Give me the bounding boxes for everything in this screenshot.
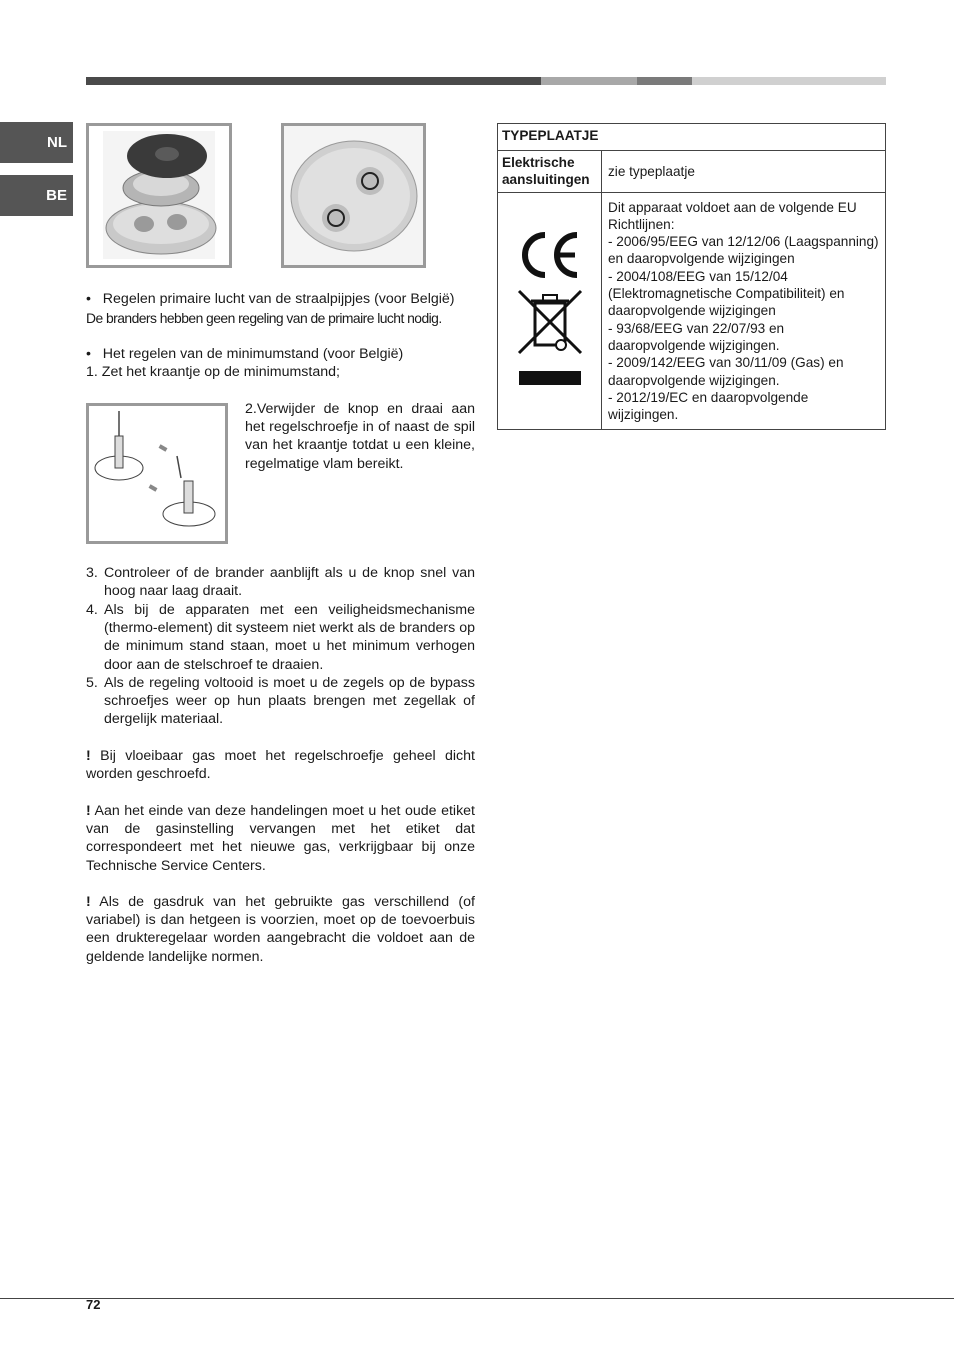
warning-text: Aan het einde van deze handelingen moet u het oude etiket van de gasinstelling vervangen met het etiket dat correspondeert met het nieuwe gas, verkrijgbaar bij onze Technische Service Centers. xyxy=(86,803,475,874)
warning-icon: ! xyxy=(86,803,91,819)
footer-rule xyxy=(0,1298,954,1299)
bar-segment xyxy=(541,77,637,85)
bullet-text: Regelen primaire lucht van de straalpijpjes (voor België) xyxy=(102,291,455,307)
step-4 xyxy=(86,601,475,674)
bar-segment xyxy=(86,77,541,85)
bullet-icon: • xyxy=(86,346,103,362)
burner-exploded-image xyxy=(86,123,232,268)
step-text: Controleer of de brander aanblijft als u de knop snel van hoog naar laag draait. xyxy=(104,565,475,600)
step-1: 1. Zet het kraantje op de minimumstand; xyxy=(86,364,340,380)
warning-icon: ! xyxy=(86,894,91,910)
directive-line: - 2004/108/EEG van 15/12/04 (Elektromagnetische Compatibiliteit) en daaropvolgende wijzigingen xyxy=(608,268,845,319)
tap-adjustment-image xyxy=(86,403,228,544)
warning-text: Bij vloeibaar gas moet het regelschroefje geheel dicht worden geschroefd. xyxy=(86,748,475,783)
bar-segment xyxy=(692,77,886,85)
warning-label xyxy=(86,802,475,875)
step-3 xyxy=(86,564,475,600)
table-header: TYPEPLAATJE xyxy=(498,124,886,151)
step-2: 2.Verwijder de knop en draai aan het regelschroefje in of naast de spil van het kraantje totdat u een kleine, regelmatige vlam bereikt. xyxy=(245,401,475,472)
step-text: Als de regeling voltooid is moet u de zegels op de bypass schroefjes weer op hun plaats brengen met zegellak of dergelijk materiaal. xyxy=(104,675,475,728)
step-text: Als bij de apparaten met een veiligheidsmechanisme (thermo-element) dit systeem niet werkt als de branders op de minimum stand staan, moet u het minimum verhogen door aan de stelschroef te draaien. xyxy=(104,602,475,673)
electrical-value: zie typeplaatje xyxy=(602,151,886,193)
directive-line: - 2009/142/EEG van 30/11/09 (Gas) en daaropvolgende wijzigingen. xyxy=(608,355,844,388)
page-number: 72 xyxy=(86,1297,101,1312)
markings-cell xyxy=(498,192,602,430)
step-number: 5. xyxy=(86,675,98,691)
header-color-bar xyxy=(86,77,886,85)
language-tab-be[interactable]: BE xyxy=(0,175,73,216)
ce-weee-marks xyxy=(515,229,585,389)
step-number: 3. xyxy=(86,565,98,581)
bar-segment xyxy=(637,77,692,85)
language-tab-nl[interactable]: NL xyxy=(0,122,73,163)
directive-line: - 2006/95/EEG van 12/12/06 (Laagspanning) en daaropvolgende wijzigingen xyxy=(608,234,879,267)
directives-cell xyxy=(602,192,886,430)
burner-top-view-image xyxy=(281,123,426,268)
ce-mark-icon xyxy=(525,235,577,275)
warning-pressure xyxy=(86,893,475,966)
step-5 xyxy=(86,674,475,729)
primary-air-note: De branders hebben geen regeling van de primaire lucht nodig. xyxy=(86,310,442,326)
rating-plate-table xyxy=(497,123,886,430)
weee-bin-icon xyxy=(519,291,581,385)
warning-lpg xyxy=(86,747,475,783)
directive-line: Dit apparaat voldoet aan de volgende EU Richtlijnen: xyxy=(608,199,857,232)
directive-line: - 2012/19/EC en daaropvolgende wijzigingen. xyxy=(608,389,809,423)
bullet-icon: • xyxy=(86,291,103,307)
warning-icon: ! xyxy=(86,748,91,764)
bullet-primary-air xyxy=(86,290,481,308)
bullet-text: Het regelen van de minimumstand (voor België) xyxy=(102,346,404,362)
warning-text: Als de gasdruk van het gebruikte gas verschillend (of variabel) is dan hetgeen is voorzien, moet op de toevoerbuis een drukteregelaar worden aangebracht die voldoet aan de geldende landelijke normen. xyxy=(86,894,475,965)
electrical-label: Elektrische aansluitingen xyxy=(498,151,602,193)
bullet-minimum xyxy=(86,345,481,363)
directive-line: - 93/68/EEG van 22/07/93 en daaropvolgende wijzigingen. xyxy=(608,320,785,353)
step-number: 4. xyxy=(86,602,98,618)
